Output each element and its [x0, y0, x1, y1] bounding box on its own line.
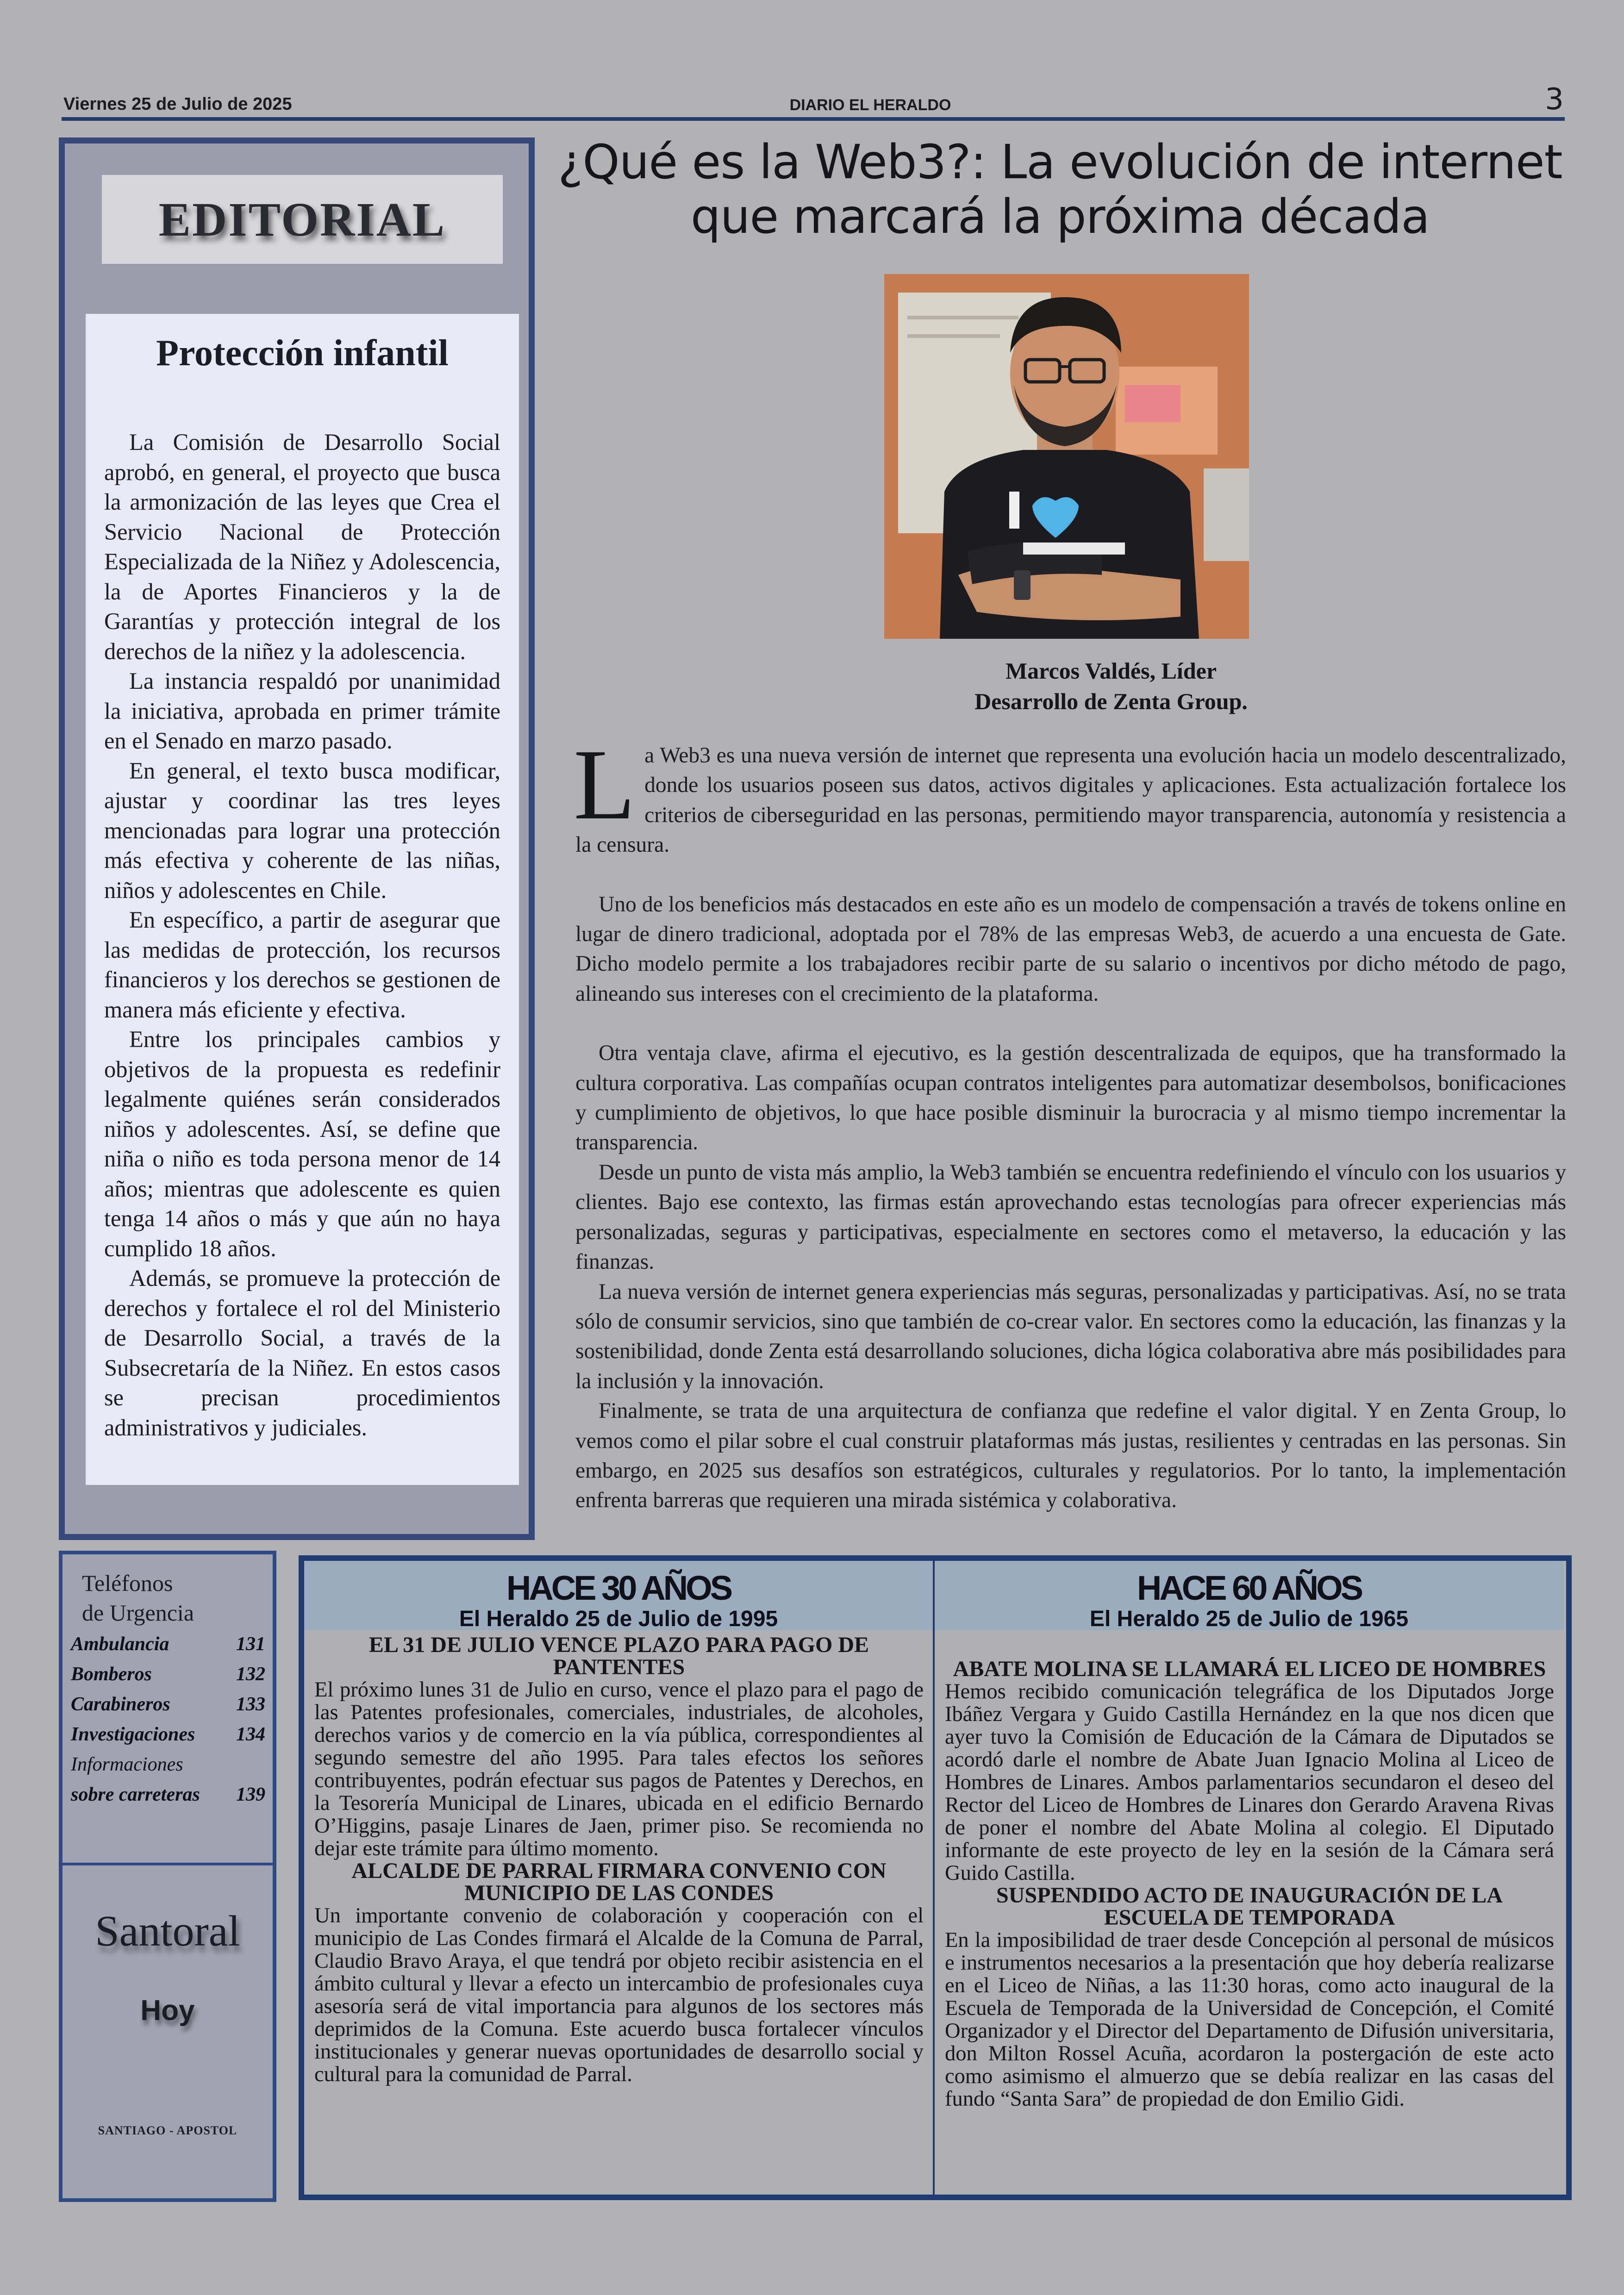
editorial-body — [104, 427, 500, 1442]
phone-row-bomberos — [71, 1663, 265, 1685]
drop-cap: L — [574, 729, 636, 841]
editorial-banner-label: EDITORIAL — [158, 193, 446, 246]
history-column-60 — [935, 1561, 1563, 2195]
column-title: HACE 30 AÑOS — [506, 1569, 731, 1607]
santoral-saint: SANTIAGO - APOSTOL — [98, 2124, 237, 2137]
editorial-paragraph: En general, el texto busca modificar, ajustar y coordinar las tres leyes mencionadas para lograr una protección más efectiva y coherente de las niñas, niños y adolescentes en Chile. — [104, 757, 500, 903]
portrait-photo — [884, 274, 1249, 639]
news-headline: ALCALDE DE PARRAL FIRMARA CONVENIO CON MUNICIPIO DE LAS CONDES — [351, 1858, 887, 1905]
column-subtitle: El Heraldo 25 de Julio de 1965 — [1089, 1607, 1409, 1631]
article-lead-text: a Web3 es una nueva versión de internet que representa una evolución hacia un modelo descentralizado, donde los usuarios poseen sus datos, activos digitales y aplicaciones. Esta actualización fortalece los criterios de ciberseguridad en las personas, permitiendo mayor transparencia, autonomía y resistencia a la censura. — [575, 743, 1566, 857]
phone-service: Ambulancia — [71, 1634, 169, 1655]
phone-row-ambulancia — [71, 1633, 265, 1655]
article-paragraph: Uno de los beneficios más destacados en este año es un modelo de compensación a través de tokens online en lugar de dinero tradicional, adoptada por el 78% de las empresas Web3, de acuerdo a una encuesta de Gate. Dicho modelo permite a los trabajadores recibir parte de su salario o incentivos por dicho método de pago, alineando sus intereses con el crecimiento de la plataforma. — [575, 892, 1566, 1006]
phone-number: 134 — [236, 1724, 265, 1745]
phone-number: 133 — [236, 1694, 265, 1715]
column-body — [314, 1634, 924, 2086]
phone-row-carabineros — [71, 1693, 265, 1715]
caption-role: Desarrollo de Zenta Group. — [974, 688, 1248, 714]
editorial-paragraph: En específico, a partir de asegurar que las medidas de protección, los recursos financieros y los derechos se gestionen de manera más eficiente y efectiva. — [104, 907, 500, 1023]
phone-row-investigaciones — [71, 1723, 265, 1746]
news-paragraph: Hemos recibido comunicación telegráfica de los Diputados Jorge Ibáñez Vergara y Guido Castilla Hernández en la que nos dicen que ayer tuvo la Comisión de Educación de la Cámara de Diputados se acordó darle el nombre de Abate Juan Ignacio Molina al Liceo de Hombres de Linares. Ambos parlamentarios secundaron el deseo del Rector del Liceo de Hombres de Linares don Gerardo Aravena Rivas de poner el nombre del Abate Molina al colegio. El Diputado informante de este proyecto de ley en la sesión de la Cámara será Guido Castilla. — [945, 1680, 1554, 1885]
phones-title-line: Teléfonos — [82, 1570, 173, 1596]
article-paragraph: Desde un punto de vista más amplio, la Web3 también se encuentra redefiniendo el vínculo con los usuarios y clientes. Bajo ese contexto, las firmas están aprovechando estas tecnologías para ofrecer experiencias más personalizadas, seguras y participativas, especialmente en sectores como el metaverso, la educación y las finanzas. — [575, 1160, 1566, 1274]
news-headline: ABATE MOLINA SE LLAMARÁ EL LICEO DE HOMBRES — [953, 1657, 1546, 1681]
phone-number: 132 — [236, 1664, 265, 1685]
editorial-paragraph: Además, se promueve la protección de derechos y fortalece el rol del Ministerio de Desarrollo Social, a través de la Subsecretaría de la Niñez. En estos casos se precisan procedimientos administrativos y judiciales. — [104, 1265, 500, 1441]
phone-number: 131 — [236, 1634, 265, 1655]
news-paragraph: Un importante convenio de colaboración y cooperación con el municipio de Las Condes firmará el Alcalde de la Comuna de Parral, Claudio Bravo Araya, el que tendrá por objeto recibir asistencia en el ámbito cultural y llevar a efecto un intercambio de profesionales cuya asesoría será de vital importancia para algunos de los sectores más deprimidos de la Comuna. Este acuerdo busca fortalecer vínculos institucionales y generar nuevas oportunidades de desarrollo social y cultural para la comunidad de Parral. — [314, 1904, 924, 2086]
editorial-card — [86, 314, 519, 1485]
phones-title — [82, 1568, 194, 1628]
portrait-illustration — [884, 274, 1249, 639]
phone-number: 139 — [236, 1784, 265, 1805]
issue-date: Viernes 25 de Julio de 2025 — [63, 94, 292, 114]
news-headline: EL 31 DE JULIO VENCE PLAZO PARA PAGO DE PANTENTES — [369, 1633, 869, 1679]
editorial-panel — [59, 137, 535, 1540]
editorial-banner — [102, 175, 503, 264]
phone-info-label: Informaciones — [71, 1754, 183, 1775]
phone-service: Carabineros — [71, 1694, 170, 1715]
emergency-phones-panel — [59, 1551, 276, 2202]
history-box — [299, 1555, 1572, 2200]
santoral-today: Hoy — [140, 1995, 195, 2027]
column-body — [945, 1658, 1554, 2110]
editorial-paragraph: La instancia respaldó por unanimidad la iniciativa, aprobada en primer trámite en el Senado en marzo pasado. — [104, 668, 500, 754]
phone-service: Investigaciones — [71, 1724, 195, 1745]
caption-name: Marcos Valdés, Líder — [1005, 658, 1217, 684]
article-body — [574, 729, 1566, 1515]
santoral-title: Santoral — [95, 1907, 240, 1955]
phone-service: sobre carreteras — [71, 1784, 200, 1805]
phones-title-line: de Urgencia — [82, 1600, 194, 1626]
page-number: 3 — [1545, 82, 1564, 117]
phone-row-carreteras — [71, 1784, 265, 1806]
photo-caption — [787, 655, 1435, 717]
news-paragraph: En la imposibilidad de traer desde Concepción al personal de músicos e instrumentos necesarios a la presentación que hoy debería realizarse en el Liceo de Niñas, a las 11:30 horas, como acto inaugural de la Escuela de Temporada de la Universidad de Concepción, el Comité Organizador y el Director del Departamento de Difusión universitaria, don Milton Rossel Acuña, acordaron la postergación de este acto como asimismo el almuerzo que se debía realizar en las casas del fundo “Santa Sara” de propiedad de don Emilio Gidi. — [945, 1928, 1554, 2111]
news-paragraph: El próximo lunes 31 de Julio en curso, vence el plazo para el pago de las Patentes profesionales, comerciales, industriales, de alcoholes, derechos varios y de comercio en la vía pública, correspondientes al segundo semestre del año 1995. Para tales efectos los señores contribuyentes, podrán efectuar sus pagos de Patentes y Derechos, en la Tesorería Municipal de Linares, ubicada en el edificio Bernardo O’Higgins, pasaje Linares de Jaen, primer piso. Se recomienda no dejar este trámite para último momento. — [314, 1678, 924, 1860]
header-rule — [62, 117, 1565, 121]
panel-divider — [62, 1863, 273, 1865]
history-column-30 — [304, 1561, 933, 2195]
news-headline: SUSPENDIDO ACTO DE INAUGURACIÓN DE LA ESCUELA DE TEMPORADA — [996, 1883, 1503, 1930]
editorial-title: Protección infantil — [156, 333, 449, 374]
article-paragraph: Finalmente, se trata de una arquitectura de confianza que redefine el valor digital. Y en Zenta Group, lo vemos como el pilar sobre el cual construir plataformas más justas, resilientes y centradas en las personas. Sin embargo, en 2025 sus desafíos son estratégicos, culturales y regulatorios. Por lo tanto, la implementación enfrenta barreras que requieren una mirada sistémica y colaborativa. — [575, 1399, 1566, 1513]
newspaper-name: DIARIO EL HERALDO — [789, 96, 951, 114]
phone-service: Bomberos — [71, 1664, 152, 1685]
article-paragraph: La nueva versión de internet genera experiencias más seguras, personalizadas y participativas. Así, no se trata sólo de consumir servicios, sino que también de co-crear valor. En sectores como la educación, las finanzas y la sostenibilidad, donde Zenta está desarrollando soluciones, dicha lógica colaborativa abre más posibilidades para la inclusión y la innovación. — [575, 1279, 1566, 1393]
column-subtitle: El Heraldo 25 de Julio de 1995 — [459, 1607, 778, 1631]
editorial-paragraph: La Comisión de Desarrollo Social aprobó, en general, el proyecto que busca la armonización de las leyes que Crea el Servicio Nacional de Protección Especializada de la Niñez y Adolescencia, la de Aportes Financieros y la de Garantías y protección integral de los derechos de la niñez y la adolescencia. — [104, 429, 500, 664]
editorial-paragraph: Entre los principales cambios y objetivos de la propuesta es redefinir legalmente quiénes serán considerados niños y adolescentes. Así, se define que niña o niño es toda persona menor de 14 años; mientras que adolescente es quien tenga 14 años o más y que aún no haya cumplido 18 años. — [104, 1026, 500, 1261]
column-title: HACE 60 AÑOS — [1137, 1569, 1362, 1607]
article-paragraph: Otra ventaja clave, afirma el ejecutivo, es la gestión descentralizada de equipos, que ha transformado la cultura corporativa. Las compañías ocupan contratos inteligentes para automatizar desembolsos, bonificaciones y cumplimiento de objetivos, lo que hace posible disminuir la burocracia y al mismo tiempo incrementar la transparencia. — [575, 1041, 1566, 1155]
article-headline: ¿Qué es la Web3?: La evolución de internet que marcará la próxima década — [558, 135, 1562, 244]
article-paragraph — [574, 729, 1566, 860]
